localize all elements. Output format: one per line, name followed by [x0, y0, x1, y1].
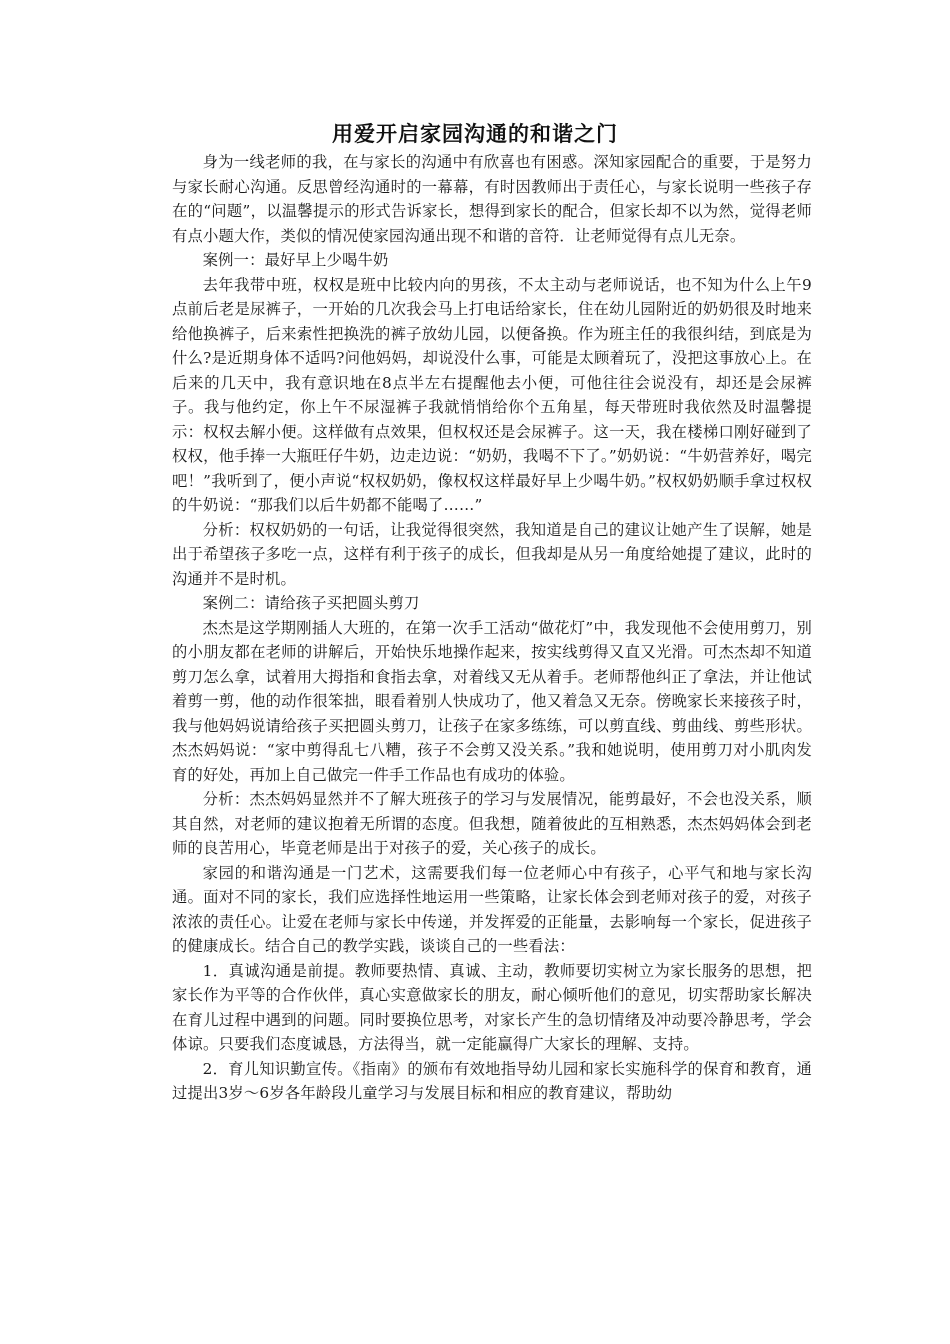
document-title: 用爱开启家园沟通的和谐之门 [332, 121, 618, 146]
paragraph-analysis-one: 分析：权权奶奶的一句话，让我觉得很突然，我知道是自己的建议让她产生了误解，她是出于希望孩子多吃一点，这样有利于孩子的成长，但我却是从另一角度给她提了建议，此时的沟通并不是时机。 [172, 520, 812, 588]
case-two-heading: 案例二：请给孩子买把圆头剪刀 [202, 594, 420, 612]
paragraph-point-two: 2．育儿知识勤宣传。《指南》的颁布有效地指导幼儿园和家长实施科学的保育和教育，通过提出3岁～6岁各年龄段儿童学习与发展目标和相应的教育建议，帮助幼 [172, 1059, 812, 1102]
case-one-heading: 案例一：最好早上少喝牛奶 [202, 251, 389, 269]
document-body [172, 150, 812, 1106]
paragraph-case-one: 去年我带中班，权权是班中比较内向的男孩，不太主动与老师说话，也不知为什么上午9点前后老是尿裤子，一开始的几次我会马上打电话给家长，住在幼儿园附近的奶奶很及时地来给他换裤子，后来索性把换洗的裤子放幼儿园，以便备换。作为班主任的我很纠结，到底是为什么?是近期身体不适吗?问他妈妈，却说没什么事，可能是太顾着玩了，没把这事放心上。在后来的几天中，我有意识地在8点半左右提醒他去小便，可他往往会说没有，却还是会尿裤子。我与他约定，你上午不尿湿裤子我就悄悄给你个五角星，每天带班时我依然及时温馨提示：权权去解小便。这样做有点效果，但权权还是会尿裤子。这一天，我在楼梯口刚好碰到了权权，他手捧一大瓶旺仔牛奶，边走边说：“奶奶，我喝不下了。”奶奶说：“牛奶营养好，喝完吧！”我听到了，便小声说“权权奶奶，像权权这样最好早上少喝牛奶。”权权奶奶顺手拿过权权的牛奶说：“那我们以后牛奶都不能喝了……” [172, 275, 812, 514]
paragraph-point-one: 1．真诚沟通是前提。教师要热情、真诚、主动，教师要切实树立为家长服务的思想，把家长作为平等的合作伙伴，真心实意做家长的朋友，耐心倾听他们的意见，切实帮助家长解决在育儿过程中遇到的问题。同时要换位思考，对家长产生的急切情绪及冲动要冷静思考，学会体谅。只要我们态度诚恳，方法得当，就一定能赢得广大家长的理解、支持。 [172, 961, 812, 1053]
paragraph-analysis-two: 分析：杰杰妈妈显然并不了解大班孩子的学习与发展情况，能剪最好，不会也没关系，顺其自然，对老师的建议抱着无所谓的态度。但我想，随着彼此的互相熟悉，杰杰妈妈体会到老师的良苦用心，毕竟老师是出于对孩子的爱，关心孩子的成长。 [172, 790, 812, 857]
paragraph-summary: 家园的和谐沟通是一门艺术，这需要我们每一位老师心中有孩子，心平气和地与家长沟通。面对不同的家长，我们应选择性地运用一些策略，让家长体会到老师对孩子的爱，对孩子浓浓的责任心。让爱在老师与家长中传递，并发挥爱的正能量，去影响每一个家长，促进孩子的健康成长。结合自己的教学实践，谈谈自己的一些看法： [172, 863, 812, 955]
paragraph-case-two: 杰杰是这学期刚插人大班的，在第一次手工活动“做花灯”中，我发现他不会使用剪刀，别的小朋友都在老师的讲解后，开始快乐地操作起来，按实线剪得又直又光滑。可杰杰却不知道剪刀怎么拿，试着用大拇指和食指去拿，对着线又无从着手。老师帮他纠正了拿法，并让他试着剪一剪，他的动作很笨拙，眼看着别人快成功了，他又着急又无奈。傍晚家长来接孩子时，我与他妈妈说请给孩子买把圆头剪刀，让孩子在家多练练，可以剪直线、剪曲线、剪些形状。杰杰妈妈说：“家中剪得乱七八糟，孩子不会剪又没关系。”我和她说明，使用剪刀对小肌肉发育的好处，再加上自己做完一件手工作品也有成功的体验。 [172, 618, 812, 784]
paragraph-intro: 身为一线老师的我，在与家长的沟通中有欣喜也有困惑。深知家园配合的重要，于是努力与家长耐心沟通。反思曾经沟通时的一幕幕，有时因教师出于责任心，与家长说明一些孩子存在的“问题”，以温馨提示的形式告诉家长，想得到家长的配合，但家长却不以为然，觉得老师有点小题大作，类似的情况使家园沟通出现不和谐的音符．让老师觉得有点儿无奈。 [172, 153, 812, 245]
